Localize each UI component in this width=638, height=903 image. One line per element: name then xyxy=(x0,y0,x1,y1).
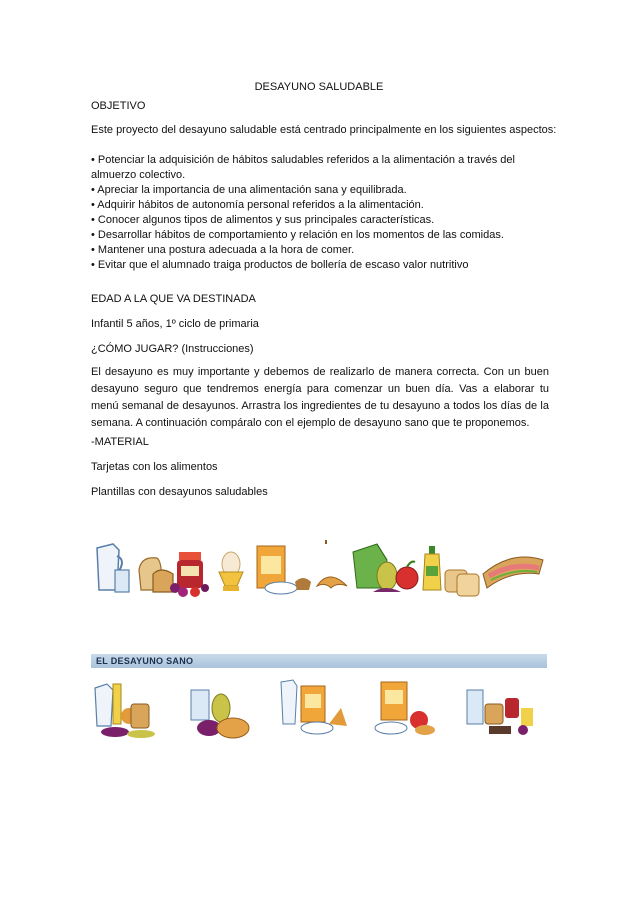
material-heading: -MATERIAL xyxy=(91,436,149,448)
list-item: • Adquirir hábitos de autonomía personal referidos a la alimentación. xyxy=(91,199,424,211)
material-item: Tarjetas con los alimentos xyxy=(91,461,218,473)
cereal-box-icon xyxy=(257,546,311,594)
croissant-icon xyxy=(317,540,347,588)
list-item: • Desarrollar hábitos de comportamiento y relación en los momentos de las comidas. xyxy=(91,229,504,241)
bread-icon xyxy=(139,558,173,592)
breakfast-set-4-icon xyxy=(375,682,435,735)
edad-value: Infantil 5 años, 1º ciclo de primaria xyxy=(91,318,259,330)
edad-heading: EDAD A LA QUE VA DESTINADA xyxy=(91,293,256,305)
banner-label: EL DESAYUNO SANO xyxy=(96,656,194,666)
egg-cup-icon xyxy=(219,552,243,591)
toast-icon xyxy=(445,570,479,596)
objectives-list xyxy=(91,153,551,273)
oil-bottle-icon xyxy=(423,546,441,590)
food-cards-strip xyxy=(91,530,551,602)
como-jugar-heading: ¿CÓMO JUGAR? (Instrucciones) xyxy=(91,343,254,355)
material-item: Plantillas con desayunos saludables xyxy=(91,486,268,498)
jam-jar-icon xyxy=(170,552,209,597)
breakfast-set-5-icon xyxy=(467,690,533,735)
list-item: • Mantener una postura adecuada a la hora de comer. xyxy=(91,244,355,256)
milk-jug-icon xyxy=(97,544,129,592)
healthy-breakfast-strip xyxy=(91,668,547,740)
intro-text: Este proyecto del desayuno saludable está centrado principalmente en los siguientes aspectos: xyxy=(91,124,557,136)
list-item: • Conocer algunos tipos de alimentos y sus principales características. xyxy=(91,214,435,226)
breakfast-set-3-icon xyxy=(281,680,347,734)
breakfast-set-2-icon xyxy=(191,690,249,738)
objetivo-heading: OBJETIVO xyxy=(91,100,146,112)
desayuno-sano-banner xyxy=(91,654,547,668)
list-item: • Apreciar la importancia de una alimentación sana y equilibrada. xyxy=(91,184,407,196)
list-item: • Evitar que el alumnado traiga productos de bollería de escaso valor nutritivo xyxy=(91,259,469,271)
instructions-paragraph: El desayuno es muy importante y debemos de realizarlo de manera correcta. Con un buen desayuno seguro que tendremos energía para comenzar un buen día. Vas a elaborar tu menú semanal de desayunos. Arrastra los ingredientes de tu desayuno a todos los días de la semana. A continuación compáralo con el ejemplo de desayuno sano que te proponemos. xyxy=(91,366,549,429)
document-title: DESAYUNO SALUDABLE xyxy=(254,81,384,93)
breakfast-set-1-icon xyxy=(95,684,155,738)
list-item: • Potenciar la adquisición de hábitos saludables referidos a la alimentación a través del almuerzo colectivo. xyxy=(91,154,515,181)
sandwich-icon xyxy=(483,557,543,588)
